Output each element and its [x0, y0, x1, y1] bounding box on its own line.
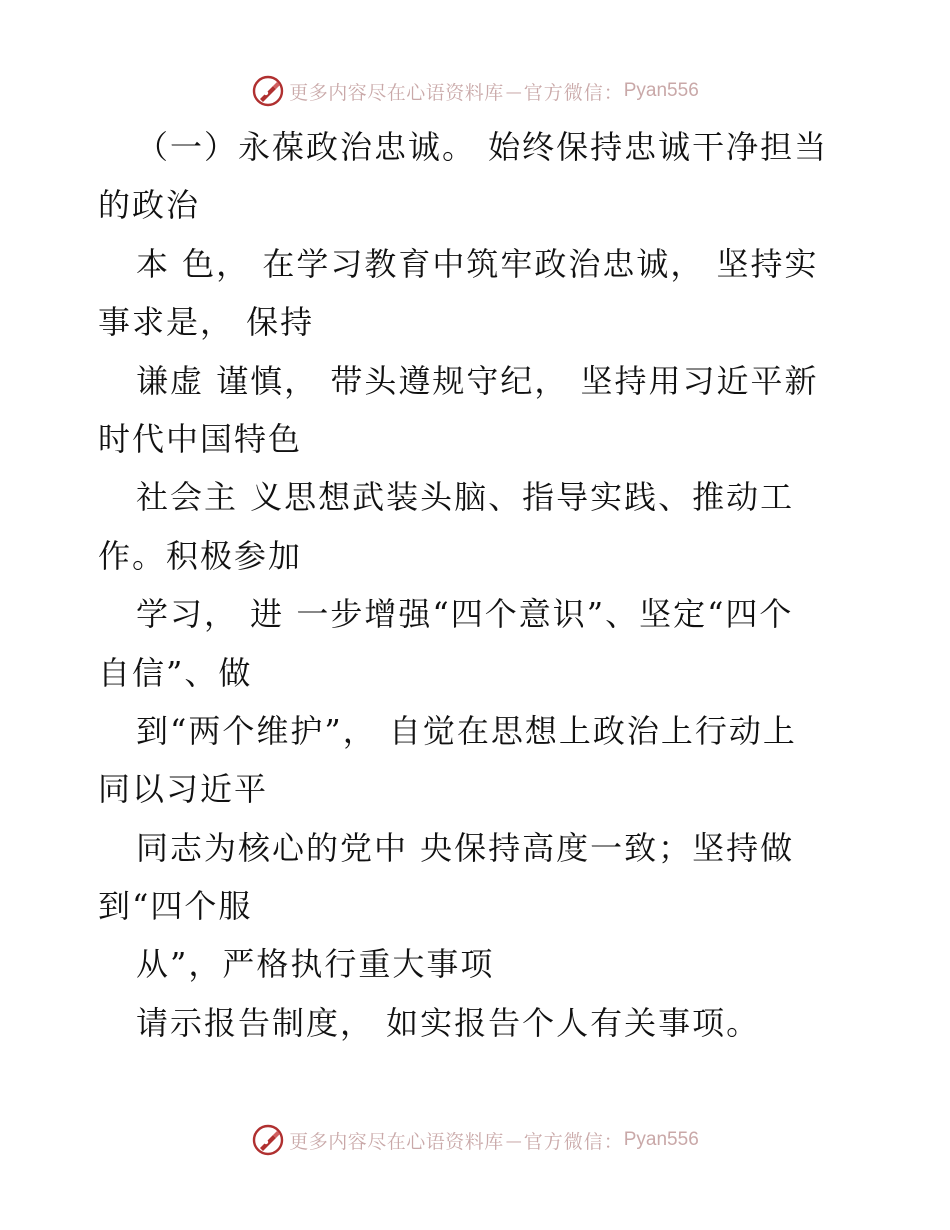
document-paragraph	[98, 118, 878, 1052]
text-line: 事求是， 保持	[98, 303, 315, 342]
text-line: 到“四个服	[98, 887, 253, 926]
text-line: 时代中国特色	[98, 419, 303, 458]
text-line: 到“两个维护”， 自觉在思想上政治上行动上	[136, 711, 797, 750]
pen-logo-icon	[251, 74, 285, 108]
pen-logo-icon	[251, 1123, 285, 1157]
header-watermark	[0, 71, 950, 111]
watermark-wechat-label: 官方微信：	[523, 81, 624, 104]
text-line: 社会主 义思想武装头脑、指导实践、推动工	[136, 478, 795, 517]
text-line: 同以习近平	[98, 770, 269, 809]
watermark-site-text: 更多内容尽在心语资料库	[289, 81, 504, 104]
text-line: 自信”、做	[98, 653, 253, 692]
watermark-wechat-label: 官方微信：	[523, 1130, 624, 1153]
watermark-site-text: 更多内容尽在心语资料库	[289, 1130, 504, 1153]
text-line: 谦虚 谨慎， 带头遵规守纪， 坚持用习近平新	[136, 361, 819, 400]
text-line: 学习， 进 一步增强“四个意识”、坚定“四个	[136, 595, 794, 634]
footer-watermark	[0, 1120, 950, 1160]
text-line: 请示报告制度， 如实报告个人有关事项。	[136, 1003, 761, 1042]
text-line: 从”，严格执行重大事项	[136, 945, 495, 984]
watermark-separator: —	[505, 81, 522, 101]
text-line: 本 色， 在学习教育中筑牢政治忠诚， 坚持实	[136, 244, 819, 283]
text-line: 同志为核心的党中 央保持高度一致；坚持做	[136, 828, 795, 867]
watermark-wechat-id: Pyan556	[623, 80, 699, 101]
text-line: （一）永葆政治忠诚。 始终保持忠诚干净担当	[136, 128, 829, 166]
text-line: 的政治	[98, 186, 201, 225]
watermark-separator: —	[505, 1130, 522, 1150]
text-line: 作。积极参加	[98, 536, 303, 575]
watermark-wechat-id: Pyan556	[623, 1129, 699, 1150]
